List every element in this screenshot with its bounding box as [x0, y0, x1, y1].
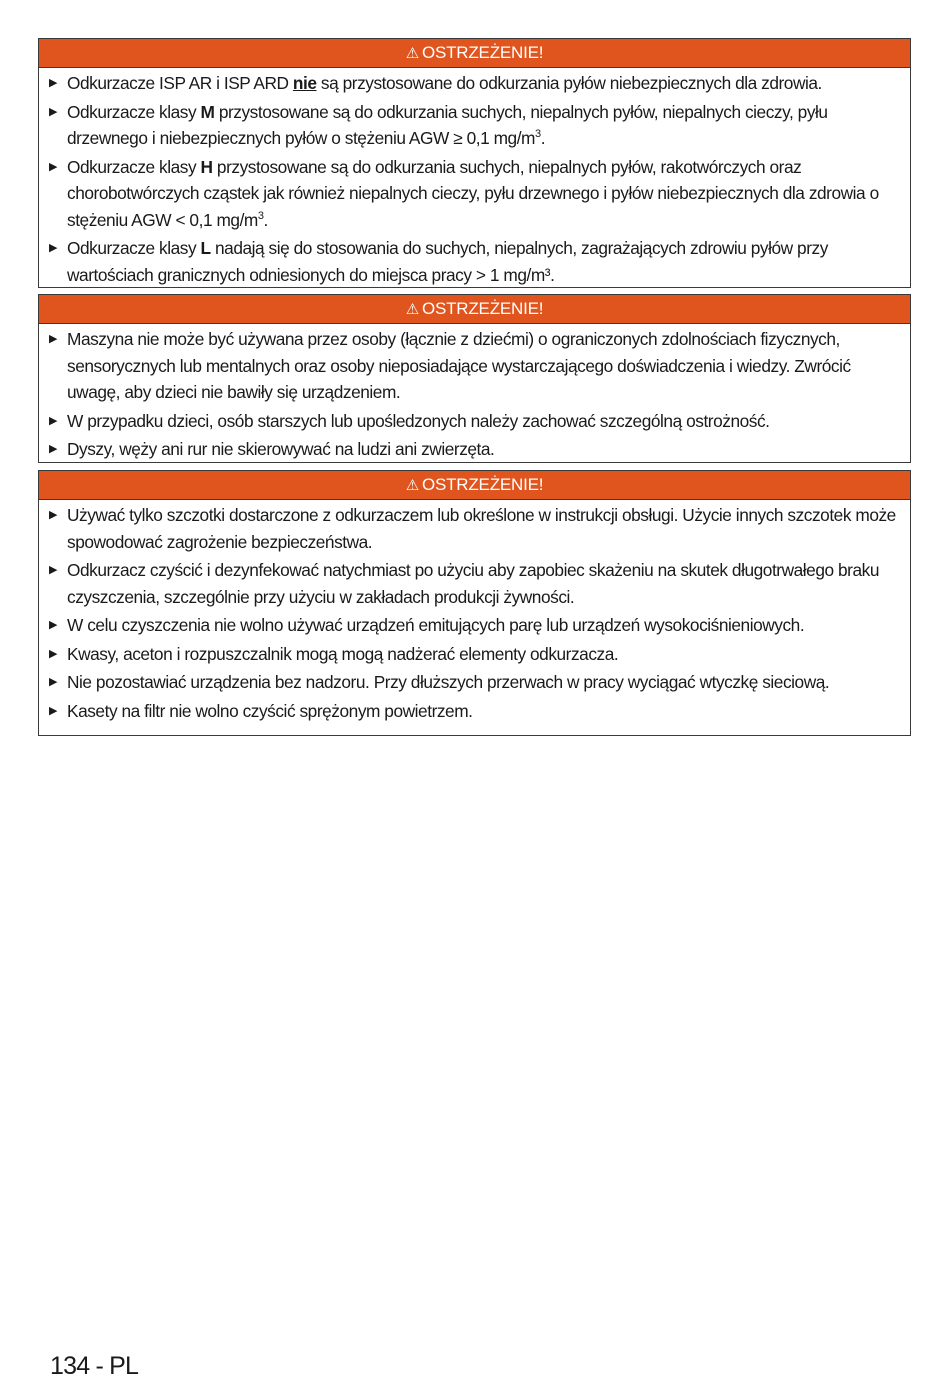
warning-header: ⚠ OSTRZEŻENIE! [39, 471, 910, 500]
arrow-right-icon: ▶ [49, 619, 58, 631]
list-item: ▶ Kasety na filtr nie wolno czyścić sprężonym powietrzem. [49, 698, 902, 725]
list-item: ▶ Używać tylko szczotki dostarczone z odkurzaczem lub określone w instrukcji obsługi. Użycie innych szczotek może spowodować zagrożenie bezpieczeństwa. [49, 502, 902, 555]
page-number: 134 - PL [50, 1352, 139, 1380]
list-item: ▶ W przypadku dzieci, osób starszych lub upośledzonych należy zachować szczególną ostrożność. [49, 408, 902, 435]
warning-triangle-icon: ⚠ [405, 45, 419, 62]
warning-header: ⚠ OSTRZEŻENIE! [39, 39, 910, 68]
list-item: ▶ Odkurzacz czyścić i dezynfekować natychmiast po użyciu aby zapobiec skażeniu na skutek długotrwałego braku czyszczenia, szczególnie przy użyciu w zakładach produkcji żywności. [49, 557, 902, 610]
arrow-right-icon: ▶ [49, 509, 58, 521]
list-item: ▶ Dyszy, węży ani rur nie skierowywać na ludzi ani zwierzęta. [49, 436, 902, 463]
warning-triangle-icon: ⚠ [405, 477, 419, 494]
arrow-right-icon: ▶ [49, 443, 58, 455]
arrow-right-icon: ▶ [49, 704, 58, 717]
list-item: ▶ Odkurzacze klasy L nadają się do stosowania do suchych, niepalnych, zagrażających zdrowiu pyłów przy wartościach granicznych odniesionych do miejsca pracy > 1 mg/m³. [49, 235, 902, 288]
warning-box-1 [38, 38, 911, 288]
list-item: ▶ Maszyna nie może być używana przez osoby (łącznie z dziećmi) o ograniczonych zdolnościach fizycznych, sensorycznych lub mentalnych oraz osoby nieposiadające wystarczającego doświadczenia i wiedzy. Zwrócić uwagę, aby dzieci nie bawiły się urządzeniem. [49, 326, 902, 406]
arrow-right-icon: ▶ [49, 160, 58, 173]
arrow-right-icon: ▶ [49, 564, 58, 576]
warning-header: ⚠ OSTRZEŻENIE! [39, 295, 910, 324]
list-item: ▶ Odkurzacze klasy M przystosowane są do odkurzania suchych, niepalnych pyłów, niepalnych cieczy, pyłu drzewnego i niebezpiecznych pyłów o stężeniu AGW ≥ 0,1 $mg/m^3$. [49, 99, 902, 152]
warning-list [39, 500, 910, 732]
list-item: ▶ Nie pozostawiać urządzenia bez nadzoru. Przy dłuższych przerwach w pracy wyciągać wtyczkę sieciową. [49, 669, 902, 696]
warning-box-3 [38, 470, 911, 736]
arrow-right-icon: ▶ [49, 77, 58, 89]
list-item: ▶ Odkurzacze klasy H przystosowane są do odkurzania suchych, niepalnych pyłów, rakotwórczych oraz chorobotwórczych cząstek jak również niepalnych cieczy, pyłu drzewnego i pyłów niebezpiecznych dla zdrowia o stężeniu AGW < 0,1 $mg/m^3$. [49, 154, 902, 234]
list-item: ▶ W celu czyszczenia nie wolno używać urządzeń emitujących parę lub urządzeń wysokociśnieniowych. [49, 612, 902, 639]
arrow-right-icon: ▶ [49, 105, 58, 118]
arrow-right-icon: ▶ [49, 414, 58, 427]
arrow-right-icon: ▶ [49, 676, 58, 688]
arrow-right-icon: ▶ [49, 333, 58, 345]
warning-list [39, 68, 910, 296]
arrow-right-icon: ▶ [49, 647, 58, 660]
warning-list [39, 324, 910, 471]
warning-box-2 [38, 294, 911, 463]
warning-triangle-icon: ⚠ [405, 301, 419, 318]
arrow-right-icon: ▶ [49, 242, 58, 254]
list-item: ▶ Kwasy, aceton i rozpuszczalnik mogą mogą nadżerać elementy odkurzacza. [49, 641, 902, 668]
list-item: ▶ Odkurzacze ISP AR i ISP ARD nie są przystosowane do odkurzania pyłów niebezpiecznych dla zdrowia. [49, 70, 902, 97]
